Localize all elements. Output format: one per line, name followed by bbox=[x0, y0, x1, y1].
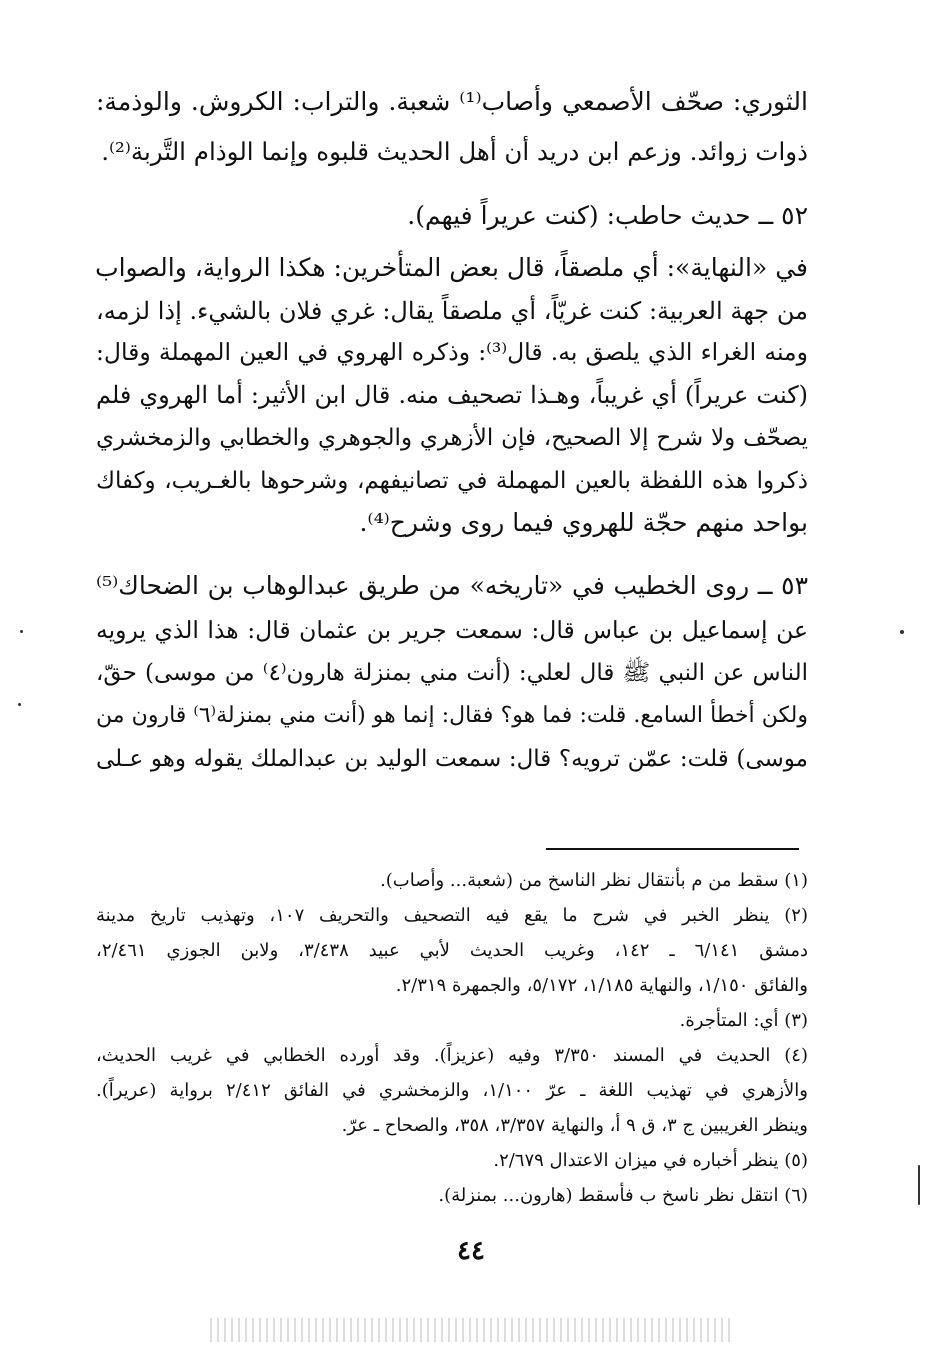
footnote-4-cont: وينظر الغريبين ج ٣، ق ٩ أ، والنهاية ٣/٣٥٧، ٣٥٨، والصحاح ـ عرّ. bbox=[341, 1115, 808, 1136]
body-line: الثوري: صحّف الأصمعي وأصاب⁽¹⁾ شعبة. والتراب: الكروش. والوذمة: bbox=[96, 87, 808, 116]
section-heading-52: ٥٢ ــ حديث حاطب: (كنت عريراً فيهم). bbox=[407, 201, 808, 230]
scan-speck bbox=[20, 630, 23, 633]
section-heading-53: ٥٣ ــ روى الخطيب في «تاريخه» من طريق عبدالوهاب بن الضحاك⁽⁵⁾ bbox=[96, 571, 808, 600]
footnote-4-cont: والأزهري في تهذيب اللغة ـ عرّ ١/١٠٠، والزمخشري في الفائق ٢/٤١٢ برواية (عريراً). bbox=[96, 1080, 808, 1101]
footnote-2-cont: دمشق ٦/١٤١ ـ ١٤٢، وغريب الحديث لأبي عبيد ٣/٤٣٨، ولابن الجوزي ٢/٤٦١، bbox=[96, 940, 808, 961]
footnote-6: (٦) انتقل نظر ناسخ ب فأسقط (هارون... بمنزلة). bbox=[438, 1185, 808, 1206]
body-line: يصحّف ولا شرح إلا الصحيح، فإن الأزهري والجوهري والخطابي والزمخشري bbox=[96, 425, 808, 451]
page-number: ٤٤ bbox=[457, 1236, 485, 1266]
body-line: بواحد منهم حجّة للهروي فيما روى وشرح⁽⁴⁾. bbox=[359, 508, 808, 537]
footnote-3: (٣) أي: المتأجرة. bbox=[679, 1010, 808, 1031]
footnote-2: (٢) ينظر الخبر في شرح ما يقع فيه التصحيف والتحريف ١٠٧، وتهذيب تاريخ مدينة bbox=[96, 905, 808, 926]
body-line: من جهة العربية: كنت غريّاً، أي ملصقاً يقال: غري فلان بالشيء. إذا لزمه، bbox=[96, 297, 808, 325]
body-line: ذوات زوائد. وزعم ابن دريد أن أهل الحديث قلبوه وإنما الوذام التَّربة⁽²⁾. bbox=[101, 137, 808, 166]
body-line: موسى) قلت: عمّن ترويه؟ قال: سمعت الوليد بن عبدالملك يقوله وهو عـلى bbox=[96, 746, 808, 772]
scan-speck bbox=[18, 703, 21, 706]
scan-speck bbox=[900, 630, 904, 634]
body-line: الناس عن النبي ﷺ قال لعلي: (أنت مني بمنزلة هارون⁽٤⁾ من موسى) حقّ، bbox=[96, 660, 808, 686]
footnote-5: (٥) ينظر أخباره في ميزان الاعتدال ٢/٦٧٩. bbox=[493, 1150, 808, 1171]
footnote-4: (٤) الحديث في المسند ٣/٣٥٠ وفيه (عزيزاً). وقد أورده الخطابي في غريب الحديث، bbox=[96, 1045, 808, 1066]
body-line: ذكروا هذه اللفظة بالعين المهملة في تصانيفهم، وشرحوها بالغـريب، وكفاك bbox=[96, 468, 808, 494]
body-line: عن إسماعيل بن عباس قال: سمعت جرير بن عثمان قال: هذا الذي يرويه bbox=[96, 616, 808, 644]
body-line: (كنت عريراً) أي غريباً، وهـذا تصحيف منه. قال ابن الأثير: أما الهروي فلم bbox=[96, 381, 808, 409]
scan-smudge bbox=[210, 1318, 730, 1342]
footnote-2-cont: والفائق ١/١٥٠، والنهاية ١/١٨٥، ٥/١٧٢، والجمهرة ٢/٣١٩. bbox=[395, 975, 808, 996]
body-line: ومنه الغراء الذي يلصق به. قال⁽³⁾: وذكره الهروي في العين المهملة وقال: bbox=[96, 338, 808, 366]
body-line: ولكن أخطأ السامع. قلت: فما هو؟ فقال: إنما هو (أنت مني بمنزلة⁽٦⁾ قارون من bbox=[96, 703, 808, 728]
scan-edge-mark bbox=[918, 1165, 920, 1205]
body-line: في «النهاية»: أي ملصقاً، قال بعض المتأخرين: هكذا الرواية، والصواب bbox=[95, 253, 808, 282]
footnote-separator bbox=[546, 848, 799, 850]
footnote-1: (١) سقط من م بأنتقال نظر الناسخ من (شعبة... وأصاب). bbox=[380, 870, 808, 891]
